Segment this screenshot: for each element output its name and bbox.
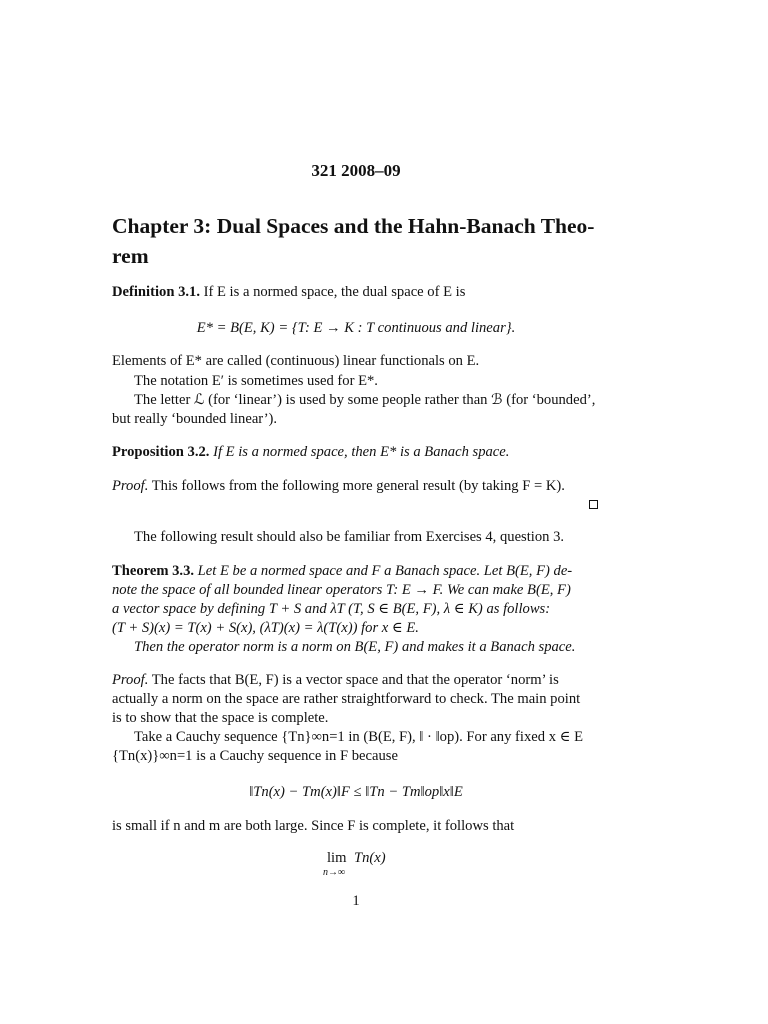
course-header: 321 2008–09 (311, 161, 401, 180)
theorem-text-1: Let E be a normed space and F a Banach space. Let B(E, F) de- (197, 563, 573, 579)
proof-2-label: Proof. (112, 672, 149, 688)
proposition-3-2 (112, 443, 509, 463)
limit-subscript: n→∞ (323, 867, 346, 878)
definition-display-equation: E* = B(E, K) = {T: E → K : T continuous and linear}. (196, 320, 516, 336)
proof-text: This follows from the following more general result (by taking F = K). (151, 478, 565, 494)
theorem-3-3-line-1 (112, 562, 572, 582)
limit-word: lim (327, 850, 347, 866)
theorem-3-3-line-3: a vector space by defining T + S and λT (T, S ∈ B(E, F), λ ∈ K) as follows: (112, 601, 551, 617)
proof-2-line-2: actually a norm on the space are rather straightforward to check. The main point (112, 691, 581, 707)
definition-remark-1: Elements of E* are called (continuous) linear functionals on E. (112, 353, 480, 369)
theorem-3-3-line-4: (T + S)(x) = T(x) + S(x), (λT)(x) = λ(T(x)) for x ∈ E. (112, 620, 419, 636)
proof-2-line-5: {Tn(x)}∞n=1 is a Cauchy sequence in F because (112, 748, 398, 764)
definition-remark-2: The notation E′ is sometimes used for E*. (134, 373, 378, 389)
theorem-3-3-line-2: note the space of all bounded linear operators T: E → F. We can make B(E, F) (112, 582, 571, 598)
proof-2-line-3: is to show that the space is complete. (112, 710, 329, 726)
proposition-label: Proposition 3.2. (112, 444, 210, 460)
chapter-title-line-1: Chapter 3: Dual Spaces and the Hahn-Banach Theo- (112, 214, 595, 238)
proof-2-line-4: Take a Cauchy sequence {Tn}∞n=1 in (B(E, F), ‖ · ‖op). For any fixed x ∈ E (134, 729, 583, 745)
proposition-text: If E is a normed space, then E* is a Banach space. (213, 444, 510, 460)
proof-2-display-inequality: ‖Tn(x) − Tm(x)‖F ≤ ‖Tn − Tm‖op‖x‖E (249, 784, 463, 800)
definition-3-1 (112, 283, 465, 303)
qed-symbol (589, 500, 598, 509)
proof-label: Proof. (112, 478, 149, 494)
familiar-note: The following result should also be familiar from Exercises 4, question 3. (134, 529, 565, 545)
theorem-label: Theorem 3.3. (112, 563, 195, 579)
proof-2-line-1 (112, 671, 559, 691)
limit-expression: Tn(x) (354, 850, 386, 866)
definition-remark-3b: but really ‘bounded linear’). (112, 411, 278, 427)
proof-2-line-6: is small if n and m are both large. Since F is complete, it follows that (112, 818, 515, 834)
page-number: 1 (352, 893, 360, 909)
proof-1 (112, 477, 565, 497)
definition-label: Definition 3.1. (112, 284, 200, 300)
proof-2-text-1: The facts that B(E, F) is a vector space and that the operator ‘norm’ is (151, 672, 559, 688)
chapter-title-line-2: rem (112, 244, 149, 268)
chapter-title (112, 211, 602, 271)
definition-text: If E is a normed space, the dual space of E is (203, 284, 466, 300)
definition-remark-3a: The letter ℒ (for ‘linear’) is used by some people rather than ℬ (for ‘bounded’, (134, 392, 596, 408)
theorem-3-3-line-5: Then the operator norm is a norm on B(E, F) and makes it a Banach space. (134, 639, 576, 655)
